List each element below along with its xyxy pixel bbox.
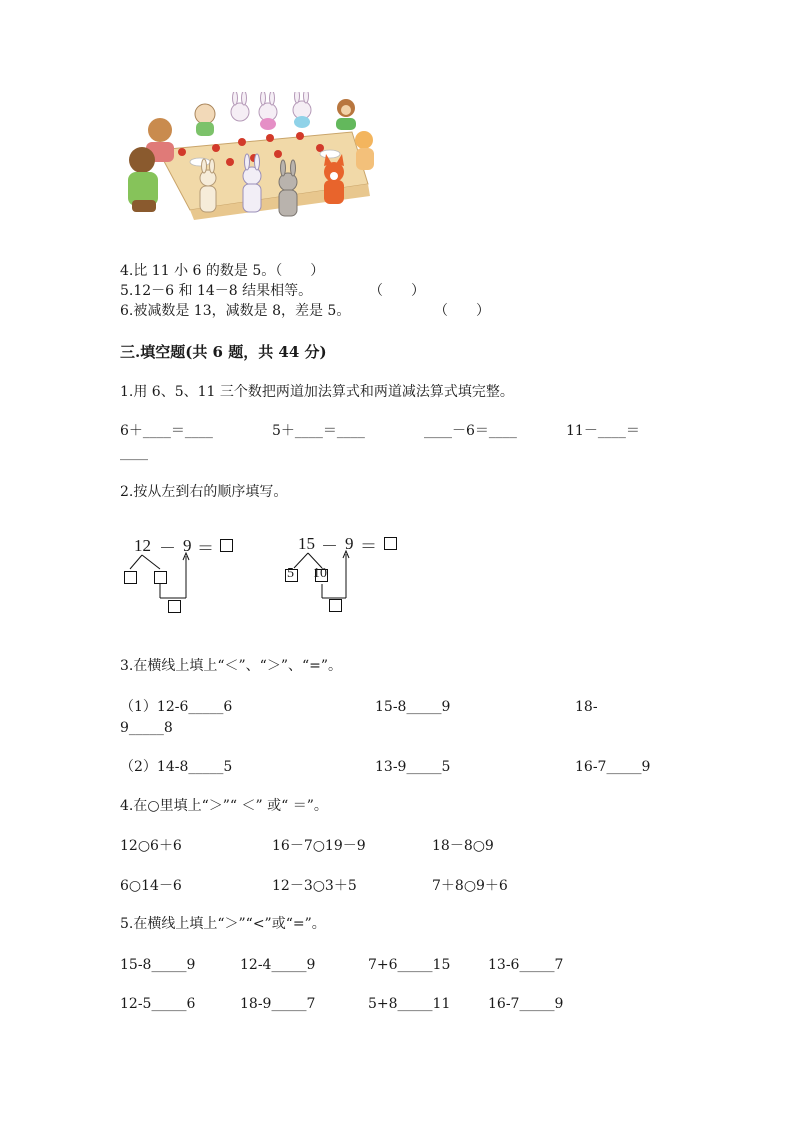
q4-prompt: 4.在○里填上“＞”“ ＜” 或“ ＝”。	[120, 798, 328, 814]
right-minus-sign: －	[321, 537, 338, 556]
left-minus-sign: －	[159, 539, 176, 558]
q4-row2-item2: 12－3○3＋5	[272, 878, 357, 894]
right-split-value-1: 5	[287, 566, 294, 581]
q5-row1-item4: 13-6_____7	[488, 957, 564, 973]
q4-row1-item2: 16－7○19－9	[272, 838, 366, 854]
q3-row2-item2: 13-9_____5	[375, 759, 451, 775]
right-split-lines	[280, 548, 360, 618]
left-split-box-2[interactable]	[154, 571, 167, 584]
q5-row2-item3: 5+8_____11	[368, 996, 451, 1012]
q3-row1-item1: （1）12-6_____6	[120, 699, 233, 715]
q4-row2-item1: 6○14－6	[120, 878, 182, 894]
q1-prompt: 1.用 6、5、11 三个数把两道加法算式和两道减法算式填完整。	[120, 384, 514, 400]
judge-item-6-answer: （ ）	[434, 303, 490, 319]
q1-equation-2: 5＋____＝____	[272, 423, 365, 439]
left-split-box-1[interactable]	[124, 571, 137, 584]
left-minuend: 12	[134, 536, 151, 555]
left-subtrahend: 9	[183, 536, 192, 555]
q1-equation-4-blank: ____	[120, 445, 148, 461]
q1-equation-1: 6＋____＝____	[120, 423, 213, 439]
section-title-fill-in: 三.填空题(共 6 题，共 44 分)	[120, 343, 327, 361]
left-equals-sign: ＝	[197, 539, 214, 558]
q3-row2-item3: 16-7_____9	[575, 759, 651, 775]
q5-row2-item4: 16-7_____9	[488, 996, 564, 1012]
q5-row2-item1: 12-5_____6	[120, 996, 196, 1012]
right-answer-box[interactable]	[384, 537, 397, 550]
q3-prompt: 3.在横线上填上“＜”、“＞”、“=”。	[120, 658, 343, 674]
q1-equation-3: ____－6＝____	[424, 423, 517, 439]
judge-item-5-answer: （ ）	[369, 283, 425, 299]
q5-prompt: 5.在横线上填上“＞”“<”或“=”。	[120, 916, 326, 932]
animals-party-illustration	[120, 92, 386, 222]
q3-row1-item2: 15-8_____9	[375, 699, 451, 715]
q1-equation-4: 11－____＝	[566, 423, 640, 439]
left-split-lines	[120, 550, 200, 620]
q5-row2-item2: 18-9_____7	[240, 996, 316, 1012]
left-answer-box[interactable]	[220, 539, 233, 552]
q4-row2-item3: 7＋8○9＋6	[432, 878, 508, 894]
q5-row1-item2: 12-4_____9	[240, 957, 316, 973]
right-split-value-2: 10	[313, 566, 327, 581]
judge-item-4: 4.比 11 小 6 的数是 5。（ ）	[120, 263, 325, 279]
judge-item-6: 6.被减数是 13，减数是 8，差是 5。	[120, 303, 351, 319]
left-result-box[interactable]	[168, 600, 181, 613]
q5-row1-item3: 7+6_____15	[368, 957, 451, 973]
q5-row1-item1: 15-8_____9	[120, 957, 196, 973]
q3-row2-item1: （2）14-8_____5	[120, 759, 233, 775]
q3-row1-item3: 18-	[575, 699, 598, 715]
q3-row1-item3-cont: 9_____8	[120, 720, 173, 736]
q4-row1-item1: 12○6＋6	[120, 838, 182, 854]
right-result-box[interactable]	[329, 599, 342, 612]
q2-prompt: 2.按从左到右的顺序填写。	[120, 484, 288, 500]
right-subtrahend: 9	[345, 534, 354, 553]
q4-row1-item3: 18－8○9	[432, 838, 494, 854]
right-minuend: 15	[298, 534, 315, 553]
judge-item-5: 5.12－6 和 14－8 结果相等。	[120, 283, 313, 299]
right-equals-sign: ＝	[360, 537, 377, 556]
